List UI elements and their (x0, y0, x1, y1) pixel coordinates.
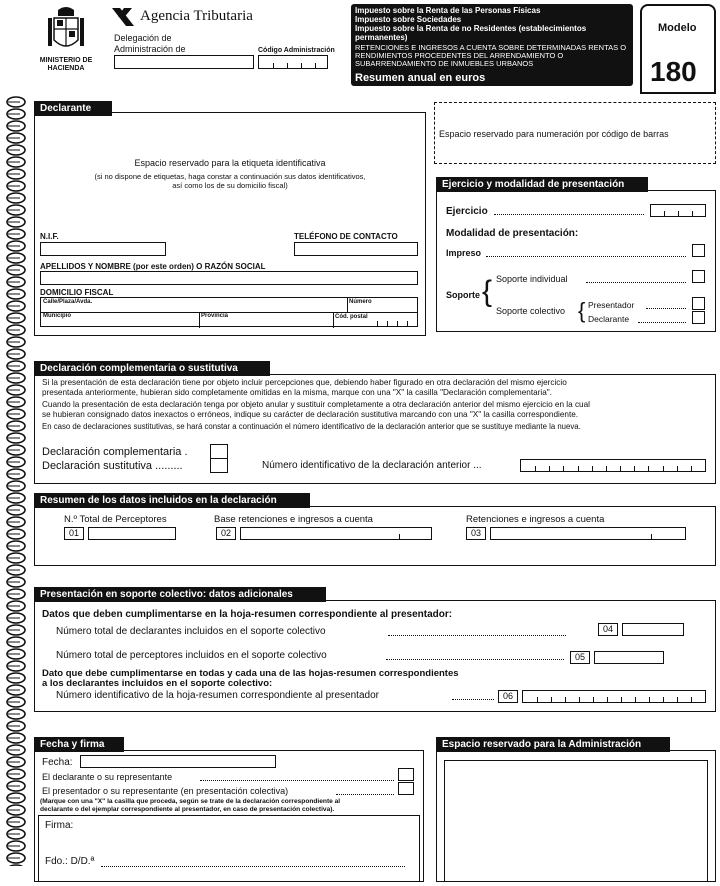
fecha-label: Fecha: (42, 757, 73, 768)
comb-tick (677, 697, 678, 702)
soporte-individual-checkbox[interactable] (692, 270, 705, 283)
soporte-colectivo-title: Presentación en soporte colectivo: datos adicionales (34, 587, 326, 602)
total-perceptores-label: N.º Total de Perceptores (64, 514, 167, 525)
sustitutiva-note: En caso de declaraciones sustitutivas, se hará constar a continuación el número identificativo de la declaración anterior que se sustituye mediante la nueva. (42, 422, 581, 431)
row04-input[interactable] (622, 623, 684, 636)
municipio-label: Municipio (43, 313, 71, 319)
provincia-label: Provincia (201, 313, 229, 319)
dot-leader (386, 659, 564, 660)
agency-name: Agencia Tributaria (140, 8, 253, 24)
presentador-heading: Datos que deben cumplimentarse en la hoja-resumen correspondiente al presentador: (42, 609, 453, 620)
impreso-checkbox[interactable] (692, 244, 705, 257)
declarantes-heading: Dato que debe cumplimentarse en todas y cada una de las hojas-resumen correspondientes (42, 668, 459, 679)
comb-tick (535, 466, 536, 471)
comb-tick (549, 466, 550, 471)
box-number: 03 (466, 527, 486, 540)
impreso-label: Impreso (446, 248, 482, 258)
coat-of-arms-icon (46, 4, 86, 56)
modelo-number: 180 (650, 56, 697, 87)
base-input[interactable] (240, 527, 432, 540)
administracion-label: Administración de (114, 44, 186, 54)
comb-tick (592, 466, 593, 471)
tax-item: Impuesto sobre Sociedades (355, 15, 462, 24)
comb-tick (537, 697, 538, 702)
label-note: así como los de su domicilio fiscal) (172, 181, 288, 190)
ministry-name: MINISTERIO DE HACIENDA (39, 57, 93, 72)
dot-leader (336, 794, 394, 795)
agencia-logo-icon (110, 6, 136, 28)
calle-label: Calle/Plaza/Avda. (43, 299, 93, 305)
retenciones-label: Retenciones e ingresos a cuenta (466, 514, 605, 525)
declarante-rep-checkbox[interactable] (398, 768, 414, 781)
comb-tick (606, 466, 607, 471)
row06-input[interactable] (522, 690, 706, 703)
box-number: 04 (598, 623, 618, 636)
brace-icon: { (578, 298, 586, 323)
comb-tick (593, 697, 594, 702)
declarante-colectivo-label: Declarante (588, 314, 630, 324)
domicilio-label: DOMICILIO FISCAL (40, 288, 114, 297)
comb-tick (563, 466, 564, 471)
declarante-rep-label: El declarante o su representante (42, 772, 173, 782)
cod-postal-label: Cód. postal (335, 314, 368, 320)
comb-tick (620, 466, 621, 471)
summary-title: Resumen anual en euros (355, 72, 486, 84)
complementaria-label: Declaración complementaria . (42, 446, 188, 458)
tax-title-block (351, 4, 633, 86)
nif-label: N.I.F. (40, 232, 59, 241)
complementaria-checkbox[interactable] (210, 444, 228, 459)
row05-input[interactable] (594, 651, 664, 664)
declarantes-heading: a los declarantes incluidos en el soporte colectivo: (42, 678, 273, 689)
num-ident-anterior-input[interactable] (520, 459, 706, 472)
codigo-administracion-label: Código Administración (258, 47, 335, 54)
comb-tick (579, 697, 580, 702)
declarante-title: Declarante (34, 101, 112, 116)
dot-leader (101, 866, 405, 867)
ejercicio-label: Ejercicio (446, 206, 488, 217)
soporte-colectivo-label: Soporte colectivo (496, 306, 566, 316)
dot-leader (200, 780, 394, 781)
ejercicio-input[interactable] (650, 204, 706, 217)
presentador-label: Presentador (588, 300, 635, 310)
comb-tick (621, 697, 622, 702)
complementaria-title: Declaración complementaria o sustitutiva (34, 361, 270, 376)
row04-label: Número total de declarantes incluidos en el soporte colectivo (56, 626, 326, 637)
spiral-binding-decoration (4, 96, 28, 866)
tax-description: RETENCIONES E INGRESOS A CUENTA SOBRE DETERMINADAS RENTAS O RENDIMIENTOS PROCEDENTES DEL ARRENDAMIENTO O SUBARRENDAMIENTO DE INMUEBLES URBANOS (355, 43, 627, 68)
sustitutiva-label: Declaración sustitutiva ......... (42, 460, 183, 472)
label-note: (si no dispone de etiquetas, haga constar a continuación sus datos identificativos, (94, 172, 366, 181)
modelo-box (640, 4, 716, 94)
comb-tick (648, 466, 649, 471)
firma-label: Firma: (45, 820, 74, 831)
firma-area[interactable] (38, 815, 420, 882)
num-ident-anterior-label: Número identificativo de la declaración anterior ... (262, 460, 482, 471)
presentador-rep-checkbox[interactable] (398, 782, 414, 795)
comb-tick (677, 466, 678, 471)
box-number: 06 (498, 690, 518, 703)
telefono-input[interactable] (294, 242, 418, 256)
retenciones-input[interactable] (490, 527, 686, 540)
presentador-rep-label: El presentador o su representante (en presentación colectiva) (42, 786, 289, 796)
tax-item: Impuesto sobre la Renta de las Personas Físicas (355, 6, 541, 15)
comb-tick (635, 697, 636, 702)
modelo-label: Modelo (658, 22, 697, 34)
administracion-title: Espacio reservado para la Administración (436, 737, 670, 752)
comb-tick (578, 466, 579, 471)
box-number: 02 (216, 527, 236, 540)
telefono-label: TELÉFONO DE CONTACTO (294, 232, 398, 241)
comb-tick (565, 697, 566, 702)
soporte-label: Soporte (446, 290, 481, 300)
comb-tick (607, 697, 608, 702)
complementaria-paragraph: Si la presentación de esta declaración tiene por objeto incluir percepciones que, debiendo haber figurado en otra declaración del mismo ejercicio (42, 378, 567, 387)
delegacion-label: Delegación de (114, 33, 172, 43)
comb-tick (663, 466, 664, 471)
dot-leader (486, 256, 686, 257)
ejercicio-title: Ejercicio y modalidad de presentación (436, 177, 648, 192)
presentador-checkbox[interactable] (692, 297, 705, 310)
dot-leader (586, 282, 686, 283)
brace-icon: { (482, 275, 493, 308)
apellidos-label: APELLIDOS Y NOMBRE (por este orden) O RAZÓN SOCIAL (40, 262, 266, 271)
row06-label: Número identificativo de la hoja-resumen correspondiente al presentador (56, 690, 379, 701)
resumen-title: Resumen de los datos incluidos en la declaración (34, 493, 310, 508)
base-label: Base retenciones e ingresos a cuenta (214, 514, 373, 525)
sustitutiva-paragraph: Cuando la presentación de esta declaración tenga por objeto anular y sustituir completamente a otra declaración anterior del mismo ejercicio en la cual (42, 400, 590, 409)
tax-item: Impuesto sobre la Renta de no Residentes (establecimientos permanentes) (355, 24, 587, 42)
domicilio-input-grid[interactable] (40, 297, 418, 327)
row05-label: Número total de perceptores incluidos en el soporte colectivo (56, 650, 327, 661)
delegacion-input[interactable] (114, 55, 254, 69)
comb-tick (663, 697, 664, 702)
soporte-individual-label: Soporte individual (496, 274, 568, 284)
dot-leader (388, 635, 566, 636)
fdo-label: Fdo.: D/D.ª (45, 856, 95, 867)
numero-label: Número (349, 299, 372, 305)
barcode-text: Espacio reservado para numeración por código de barras (439, 129, 669, 139)
codigo-administracion-input[interactable] (258, 55, 328, 69)
complementaria-paragraph: presentada anteriormente, hubieran sido completamente omitidas en la misma, marque con una "X" la casilla "Declaración complementaria". (42, 388, 552, 397)
comb-tick (649, 697, 650, 702)
dot-leader (494, 214, 644, 215)
apellidos-input[interactable] (40, 271, 418, 285)
dot-leader (646, 308, 686, 309)
fecha-note: declarante o del ejemplar correspondiente al presentador, en caso de presentación colectiva). (40, 806, 335, 813)
declarante-colectivo-checkbox[interactable] (692, 311, 705, 324)
sustitutiva-checkbox[interactable] (210, 458, 228, 473)
total-perceptores-input[interactable] (88, 527, 176, 540)
administracion-reserved-area (444, 760, 708, 882)
comb-tick (551, 697, 552, 702)
modalidad-label: Modalidad de presentación: (446, 228, 579, 239)
dot-leader (452, 699, 494, 700)
sustitutiva-paragraph: se hubieran consignado datos inexactos o erróneos, indique su carácter de declaración sustitutiva marcando con una "X" la casilla correspondiente. (42, 410, 579, 419)
fecha-input[interactable] (80, 755, 276, 768)
comb-tick (691, 697, 692, 702)
dot-leader (638, 322, 686, 323)
fecha-note: (Marque con una "X" la casilla que proceda, según se trate de la declaración correspondiente al (40, 798, 341, 805)
box-number: 01 (64, 527, 84, 540)
nif-input[interactable] (40, 242, 166, 256)
box-number: 05 (570, 651, 590, 664)
comb-tick (691, 466, 692, 471)
fecha-firma-title: Fecha y firma (34, 737, 124, 752)
label-space-text: Espacio reservado para la etiqueta identificativa (134, 158, 326, 168)
comb-tick (634, 466, 635, 471)
barcode-area (434, 102, 716, 164)
